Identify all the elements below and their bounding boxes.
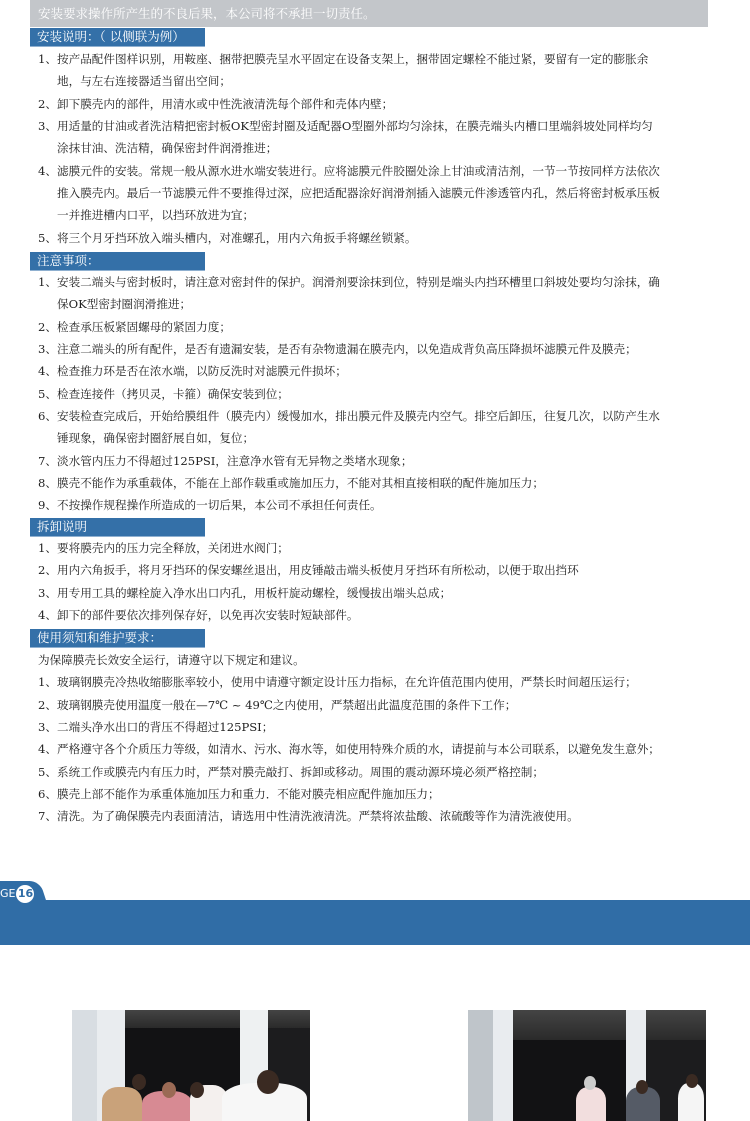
list-item-text: 不按操作规程操作所造成的一切后果，本公司不承担任何责任。 <box>57 498 382 513</box>
list-item-line <box>38 93 710 115</box>
list-item-text: 检查承压板紧固螺母的紧固力度； <box>57 319 231 334</box>
list-item-line <box>38 427 710 449</box>
list-item-number: 1、 <box>38 675 57 690</box>
list-item-line <box>38 582 710 604</box>
list-item-number: 9、 <box>38 498 57 513</box>
list-item-text: 膜壳上部不能作为承重体施加压力和重力．不能对膜壳相应配件施加压力； <box>57 787 440 802</box>
list-item <box>38 271 710 316</box>
list-item-number: 3、 <box>38 585 57 600</box>
list-item-line <box>38 472 710 494</box>
list-item-text: 检查推力环是否在浓水端，以防反洗时对滤膜元件损坏； <box>57 364 347 379</box>
page-indicator <box>0 884 34 904</box>
list-item-text: 要将膜壳内的压力完全释放，关闭进水阀门； <box>57 541 289 555</box>
list-item-number: 2、 <box>38 319 57 334</box>
exhibition-photo-right <box>468 1010 706 1121</box>
list-item-line <box>38 383 710 405</box>
list-item-number: 6、 <box>38 787 57 802</box>
list-item-number: 3、 <box>38 119 57 134</box>
list-item-number: 3、 <box>38 342 57 357</box>
list-item-text: 玻璃钢膜壳冷热收缩膨胀率较小，使用中请遵守额定设计压力指标，在允许值范围内使用，严禁长时间超压运行； <box>57 675 637 690</box>
list-item-line <box>38 182 710 204</box>
notice-bar: 安装要求操作所产生的不良后果，本公司将不承担一切责任。 <box>30 0 708 27</box>
section-header-notes: 注意事项： <box>30 252 205 270</box>
list-item-text: 膜壳不能作为承重载体，不能在上部作载重或施加压力，不能对其相直接相联的配件施加压力； <box>57 476 544 491</box>
list-item-line <box>38 671 710 693</box>
exhibition-photo-left <box>72 1010 310 1121</box>
list-item <box>38 472 710 494</box>
list-item-line <box>38 271 710 293</box>
list-item <box>38 761 710 783</box>
page-label: GE <box>0 887 16 900</box>
list-item <box>38 316 710 338</box>
list-item-number: 2、 <box>38 697 57 712</box>
list-item-text: 用适量的甘油或者洗洁精把密封板OK型密封圈及适配器O型圈外部均匀涂抹，在膜壳端头内槽口里端斜坡处同样均匀 <box>57 119 653 134</box>
list-item <box>38 160 710 227</box>
list-item-text: 玻璃钢膜壳使用温度一般在—7℃ ~ 49℃之内使用，严禁超出此温度范围的条件下工作； <box>57 697 517 712</box>
list-item-number: 5、 <box>38 230 57 245</box>
list-item-line <box>38 293 710 315</box>
list-item-line <box>38 115 710 137</box>
list-item-text: 系统工作或膜壳内有压力时，严禁对膜壳敲打、拆卸或移动。周围的震动源环境必须严格控制； <box>57 764 544 779</box>
list-item-line <box>38 137 710 159</box>
list-item-line <box>38 338 710 360</box>
list-item-number: 1、 <box>38 275 57 289</box>
list-item-number: 4、 <box>38 608 57 623</box>
list-item <box>38 582 710 604</box>
list-item-number: 2、 <box>38 563 57 578</box>
list-item-line <box>38 494 710 516</box>
list-item-number: 3、 <box>38 720 57 735</box>
list-item-text: 涂抹甘油、洗洁精，确保密封件润滑推进； <box>57 141 278 156</box>
section-body-disassembly <box>38 537 710 626</box>
list-item-text: 锤现象，确保密封圈舒展自如，复位； <box>57 431 255 446</box>
list-item-number: 5、 <box>38 764 57 779</box>
list-item-text: 清洗。为了确保膜壳内表面清洁，请选用中性清洗液清洗。严禁将浓盐酸、浓硫酸等作为清洗液使用。 <box>57 809 579 824</box>
list-item <box>38 671 710 693</box>
list-item-text: 将三个月牙挡环放入端头槽内，对准螺孔，用内六角扳手将螺丝锁紧。 <box>57 230 417 245</box>
list-item <box>38 405 710 450</box>
list-item-line <box>38 694 710 716</box>
list-item <box>38 227 710 249</box>
list-item-text: 用专用工具的螺栓旋入净水出口内孔，用板杆旋动螺栓，缓慢拔出端头总成； <box>57 585 452 600</box>
list-item-text: 按产品配件图样识别，用鞍座、捆带把膜壳呈水平固定在设备支架上，捆带固定螺栓不能过紧，要留有一定的膨胀余 <box>57 52 649 66</box>
list-item-line <box>38 405 710 427</box>
list-item-text: 安装二端头与密封板时，请注意对密封件的保护。润滑剂要涂抹到位，特别是端头内挡环槽里口斜坡处要均匀涂抹，确 <box>57 275 660 289</box>
list-item-text: 检查连接件（拷贝灵，卡箍）确保安装到位； <box>57 386 289 401</box>
list-item <box>38 716 710 738</box>
list-item-line <box>38 604 710 626</box>
section-body-maintenance <box>38 649 710 828</box>
maintenance-intro: 为保障膜壳长效安全运行，请遵守以下规定和建议。 <box>38 653 305 667</box>
list-item-text: 卸下的部件要依次排列保存好，以免再次安装时短缺部件。 <box>57 608 359 623</box>
list-item-line <box>38 559 710 581</box>
list-item <box>38 383 710 405</box>
list-item-line <box>38 537 710 559</box>
list-item-text: 用内六角扳手，将月牙挡环的保安螺丝退出，用皮锤敲击端头板使月牙挡环有所松动，以便于取出挡环 <box>57 563 579 578</box>
page-number: 16 <box>16 885 34 903</box>
list-item <box>38 805 710 827</box>
list-item <box>38 559 710 581</box>
section-header-maintenance: 使用须知和维护要求： <box>30 629 205 647</box>
list-item-number: 4、 <box>38 742 57 757</box>
list-item <box>38 783 710 805</box>
list-item <box>38 93 710 115</box>
list-item <box>38 494 710 516</box>
list-item-number: 7、 <box>38 453 57 468</box>
section-body-notes <box>38 271 710 517</box>
list-item-line <box>38 716 710 738</box>
list-item-text: 推入膜壳内。最后一节滤膜元件不要推得过深，应把适配器涂好润滑剂插入滤膜元件渗透管内孔，然后将密封板承压板 <box>57 186 660 201</box>
list-item-text: 保OK型密封圈润滑推进； <box>57 297 192 312</box>
list-item <box>38 537 710 559</box>
list-item-text: 地，与左右连接器适当留出空间； <box>57 74 231 89</box>
list-item-line <box>38 70 710 92</box>
section-header-install: 安装说明：（ 以侧联为例） <box>30 28 205 46</box>
list-item <box>38 694 710 716</box>
list-item-line <box>38 204 710 226</box>
list-item-line <box>38 783 710 805</box>
list-item-line <box>38 738 710 760</box>
list-item-text: 注意二端头的所有配件，是否有遗漏安装，是否有杂物遗漏在膜壳内，以免造成背负高压降损坏滤膜元件及膜壳； <box>57 342 637 357</box>
list-item-line <box>38 316 710 338</box>
list-item <box>38 338 710 360</box>
list-item-text: 一并推进槽内口平，以挡环放进为宜； <box>57 208 255 223</box>
list-item-text: 安装检查完成后，开始给膜组件（膜壳内）缓慢加水，排出膜元件及膜壳内空气。排空后卸压，往复几次，以防产生水 <box>57 409 660 424</box>
list-item-text: 滤膜元件的安装。常规一般从源水进水端安装进行。应将滤膜元件胶圈处涂上甘油或清洁剂，一节一节按同样方法依次 <box>57 163 660 178</box>
list-item-line <box>38 450 710 472</box>
list-item <box>38 604 710 626</box>
list-item-number: 5、 <box>38 386 57 401</box>
section-header-disassembly: 拆卸说明 <box>30 518 205 536</box>
list-item-number: 6、 <box>38 409 57 424</box>
list-item-line <box>38 761 710 783</box>
list-item-line <box>38 160 710 182</box>
list-item <box>38 738 710 760</box>
list-item <box>38 450 710 472</box>
list-item-text: 二端头净水出口的背压不得超过125PSI； <box>57 720 274 735</box>
list-item-text: 卸下膜壳内的部件，用清水或中性洗液清洗每个部件和壳体内壁； <box>57 96 394 111</box>
list-item <box>38 115 710 160</box>
list-item-line <box>38 227 710 249</box>
list-item-text: 严格遵守各个介质压力等级，如清水、污水、海水等，如使用特殊介质的水，请提前与本公司联系，以避免发生意外； <box>57 742 660 757</box>
list-item-line <box>38 805 710 827</box>
footer-band <box>0 900 750 945</box>
list-item-number: 4、 <box>38 364 57 379</box>
list-item-number: 7、 <box>38 809 57 824</box>
list-item <box>38 360 710 382</box>
section-body-install <box>38 48 710 249</box>
list-item-number: 1、 <box>38 52 57 66</box>
list-item <box>38 48 710 93</box>
list-item-number: 8、 <box>38 476 57 491</box>
list-item-line <box>38 48 710 70</box>
list-item-number: 4、 <box>38 163 57 178</box>
list-item-number: 1、 <box>38 541 57 555</box>
list-item-number: 2、 <box>38 96 57 111</box>
list-item-text: 淡水管内压力不得超过125PSI，注意净水管有无异物之类堵水现象； <box>57 453 413 468</box>
list-item-line <box>38 360 710 382</box>
